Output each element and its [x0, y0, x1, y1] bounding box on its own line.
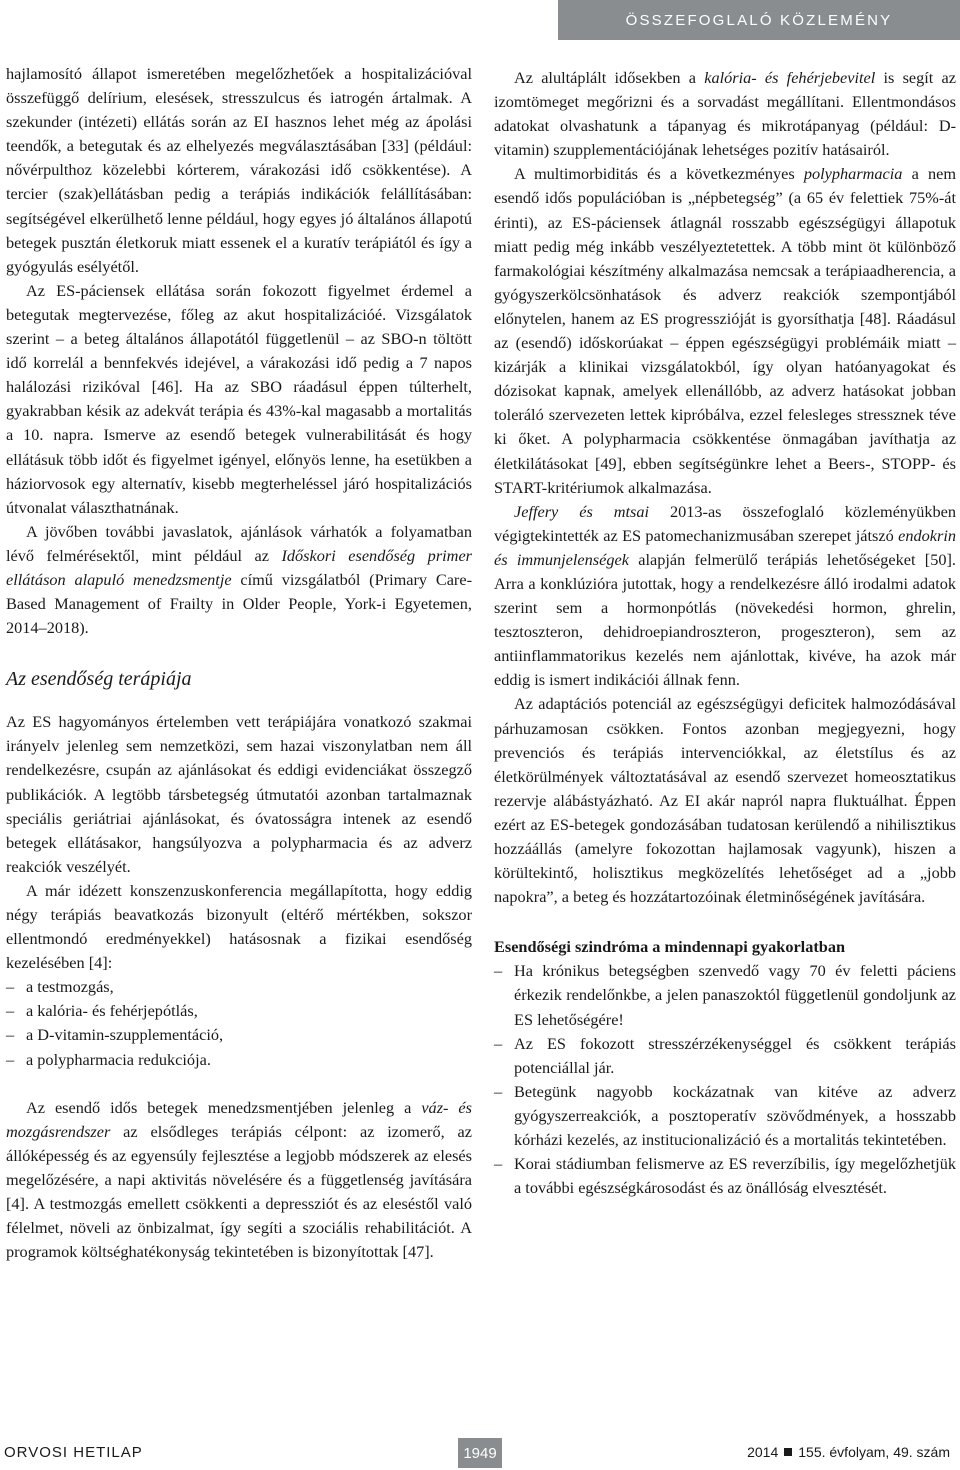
therapy-list [6, 975, 472, 1071]
paragraph: Az adaptációs potenciál az egészségügyi deficitek halmozódásával párhuzamosan csökken. Fontos azonban megjegyezni, hogy prevenciós és terápiás intervenciókkal, az életstílus és az életkörülmények változtatásával az esendő szervezet homeosztatikus rezervje alábástyázható. Az EI akár napról napra fluktuálhat. Éppen ezért az ES-betegek gondozásában tudatosan kerülendő a nihilisztikus hozzáállás (amelyre fokozottan hajlamosak vagyunk), hiszen a körültekintő, holisztikus megközelítés lehetőséget ad a „jobb napokra”, a beteg és hozzátartozóinak életminőségének javítására. [494, 694, 956, 907]
issue-info [747, 1444, 950, 1460]
paragraph: A jövőben további javaslatok, ajánlások várhatók a folyamatban lévő felmérésektől, mint például az Időskori esendőség primer ellátáson alapuló menedzsmentje című vizsgálatból (Primary Care-Based Management of Frailty in Older People, York-i Egyetemen, 2014–2018). [6, 521, 473, 638]
list-item: – a D-vitamin-szupplementáció, [6, 1023, 472, 1047]
list-item: – a testmozgás, [6, 975, 472, 999]
right-column [494, 66, 956, 1200]
paragraph: Az alultáplált idősekben a kalória- és fehérjebevitel is segít az izomtömeget megőrizni és a sorvadást megállítani. Ellentmondásos adatokat olvashatunk a tápanyag és mikrotápanyag (például: D-vitamin) szupplementációjának lehetséges pozitív hatásairól. [494, 68, 957, 160]
left-column [6, 62, 472, 1264]
paragraph: Az ES-páciensek ellátása során fokozott figyelmet érdemel a betegutak megtervezése, főleg az akut hospitalizációé. Vizsgálatok szerint – a beteg általános állapotától függetlenül – az SBO-n töltött idő korrelál a bennfekvés idejével, a várakozási idő pedig a 7 napos halálozási rizikóval [46]. Ha az SBO ráadásul éppen túlterhelt, gyakrabban késik az adekvát terápia és 43%-kal magasabb a mortalitás a 10. napra. Ismerve az esendő betegek vulnerabilitását és hogy ellátásuk több időt és figyelmet igényel, előnyös lenne, ha esetükben a háziorvosok egy alternatív, kisebb megterheléssel járó hospitalizációs útvonalat választhatnának. [6, 280, 472, 517]
list-item: – a polypharmacia redukciója. [6, 1048, 472, 1072]
list-item: – Az ES fokozott stresszérzékenységgel és csökkent terápiás potenciállal jár. [494, 1032, 956, 1080]
summary-box-title: Esendőségi szindróma a mindennapi gyakorlatban [494, 937, 846, 957]
list-item: – Betegünk nagyobb kockázatnak van kitéve az adverz gyógyszerreakciók, a posztoperatív szövődmények, a hosszabb kórházi kezelés, az institucionalizáció és a mortalitás tekintetében. [494, 1080, 956, 1152]
year: 2014 [747, 1444, 779, 1460]
page-footer [0, 1436, 960, 1470]
list-item: – a kalória- és fehérjepótlás, [6, 999, 472, 1023]
paragraph: A multimorbiditás és a következményes polypharmacia a nem esendő idős populációban is „népbetegség” (a 65 év felettiek 75%-át érinti), az ES-páciensek átlagnál rosszabb egészségügyi állapotuk miatt pedig még inkább veszélyeztetettek. A több mint öt különböző farmakológiai készítmény alkalmazása nemcsak a terápiaadherencia, a gyógyszerkölcsönhatások és adverz reakciók szempontjából előnytelen, hanem az ES progresszióját is gyorsíthatja [48]. Ráadásul az (esendő) időskorúakat – éppen egészségügyi problémáik miatt – kizárják a klinikai vizsgálatokból, így olyan hatóanyagokat és dózisokat kapnak, amelyek ellenállóbb, az adverz hatásokat jobban toleráló szervezeten lettek kipróbálva, ezzel felesleges stressznek téve ki őket. A polypharmacia csökkentése önmagában javíthatja az életkilátásokat [49], ebben segítségünkre lehet a Beers-, STOPP- és START-kritériumok alkalmazása. [494, 164, 956, 497]
list-item: – Korai stádiumban felismerve az ES reverzíbilis, így megelőzhetjük a további egészségkárosodást és az önállóság elvesztését. [494, 1152, 956, 1200]
page-header [0, 0, 960, 40]
summary-list [494, 959, 956, 1200]
journal-name: ORVOSI HETILAP [4, 1444, 143, 1461]
section-tag: ÖSSZEFOGLALÓ KÖZLEMÉNY [558, 0, 960, 40]
square-bullet-icon [784, 1448, 792, 1456]
paragraph: hajlamosító állapot ismeretében megelőzhetőek a hospitalizációval összefüggő delírium, elesések, stresszulcus és iatrogén ártalmak. A szekunder (intézeti) ellátás során az EI hasznos lehet még az ápolási teendők, a betegutak és az elhelyezés megválasztásában [33] (például: nővérpulthoz közelebbi kórterem, várakozási idő csökkentése). A tercier (szak)ellátásban pedig a terápiás indikációk felállításában: segítségével elkerülhető lenne például, hogy egyes jó általános állapotú betegek pusztán életkoruk miatt essenek el a kuratív terápiától és így a gyógyulás esélyétől. [6, 64, 472, 276]
paragraph: Jeffery és mtsai 2013-as összefoglaló közleményükben végigtekintették az ES patomechanizmusában szerepet játszó endokrin és immunjelenségek alapján felmerülő terápiás lehetőségeket [50]. Arra a konklúzióra jutottak, hogy a rendelkezésre álló irodalmi adatok szerint sem a hormonpótlás (növekedési hormon, ghrelin, tesztoszteron, dehidroepiandroszteron, progeszteron), sem az antiinflammatorikus kezelés nem ajánlottak, kivéve, ha azok már eddig is ismert indikációi állnak fenn. [494, 501, 957, 690]
volume-issue: 155. évfolyam, 49. szám [798, 1444, 950, 1460]
paragraph: Az esendő idős betegek menedzsmentjében jelenleg a váz- és mozgásrendszer az elsődleges terápiás célpont: az izomerő, az állóképesség és az egyensúly fejlesztése a legjobb módszerek az elesés megelőzésére, a napi aktivitás növelésére és a függetlenség javítására [4]. A testmozgás emellett csökkenti a depressziót és az eleséstől való félelmet, növeli az önbizalmat, így segíti a szociális rehabilitációt. A programok költséghatékonyság tekintetében is bizonyítottak [47]. [6, 1097, 472, 1262]
paragraph: Az ES hagyományos értelemben vett terápiájára vonatkozó szakmai irányelv jelenleg sem nemzetközi, sem hazai viszonylatban nem áll rendelkezésre, csupán az ajánlásokat és eddigi evidenciákat összegző publikációk. A legtöbb társbetegség útmutatói azonban tartalmaznak speciális geriátriai ajánlásokat, és óvatosságra intenek az esendő betegek ellátásakor, hangsúlyozva a polypharmacia és az adverz reakciók veszélyét. [6, 712, 472, 876]
section-heading: Az esendőség terápiája [6, 668, 192, 691]
paragraph: A már idézett konszenzuskonferencia megállapította, hogy eddig négy terápiás beavatkozás bizonyult (eltérő mértékben, sokszor ellentmondó eredményekkel) hatásosnak a fizikai esendőség kezelésében [4]: [6, 880, 472, 973]
page-number: 1949 [458, 1438, 502, 1468]
list-item: – Ha krónikus betegségben szenvedő vagy 70 év feletti páciens érkezik rendelőnkbe, a jelen panaszoktól függetlenül gondoljunk az ES lehetőségére! [494, 959, 956, 1031]
